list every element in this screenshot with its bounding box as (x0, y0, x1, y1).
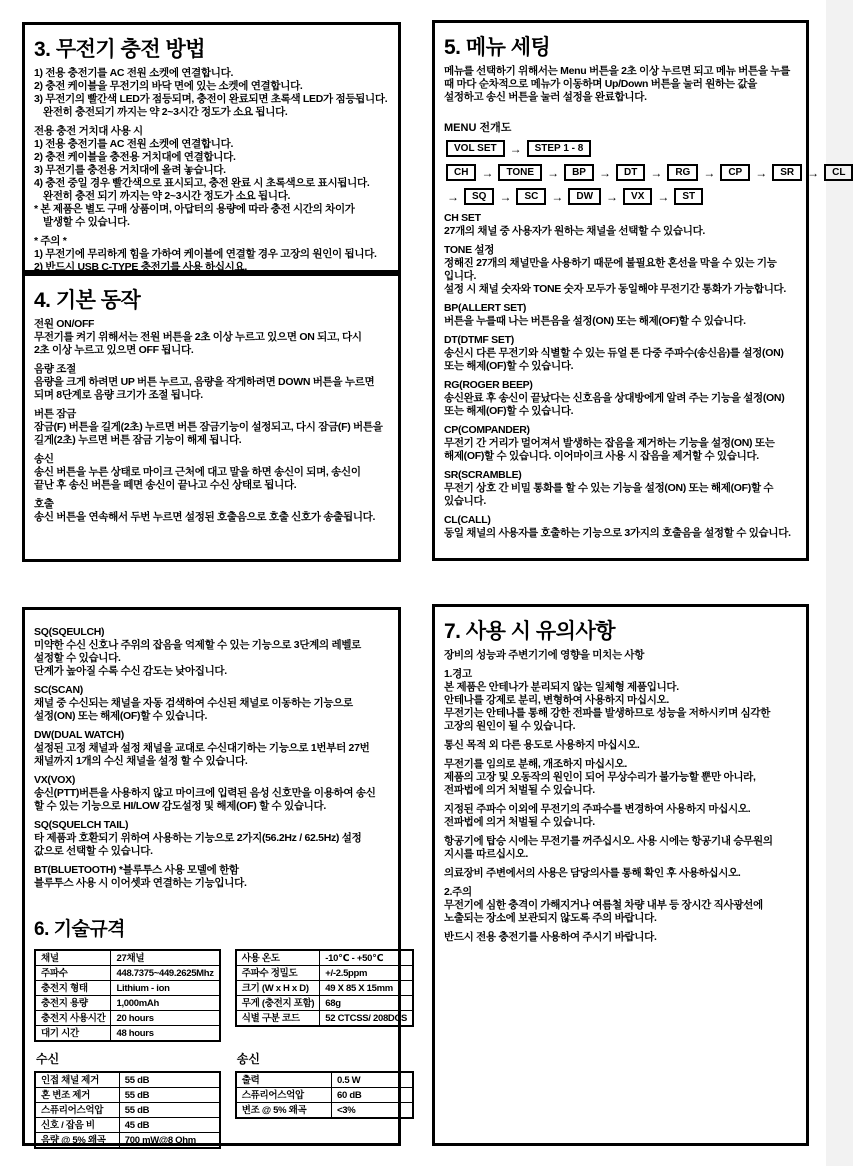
tx-table-label: 송신 (236, 1052, 260, 1066)
text-line: 2) 충전 케이블을 충전용 거치대에 연결합니다. (34, 151, 236, 163)
cell-value: 448.7375~449.2625Mhz (111, 966, 220, 981)
text-line: 전원 ON/OFF (34, 318, 95, 330)
text-line: VX(VOX) (34, 774, 76, 786)
section-title-specs: 6. 기술규격 (34, 919, 126, 940)
cell-value: 700 mW@8 Ohm (119, 1133, 219, 1149)
table-row (35, 1103, 220, 1118)
text-line: 송신완료 후 송신이 끝났다는 신호음을 상대방에게 알려 주는 기능을 설정(ON) (444, 392, 785, 404)
table-row (35, 1011, 220, 1026)
table-row (35, 966, 220, 981)
cell-key: 충전지 용량 (35, 996, 111, 1011)
cell-key: 식별 구분 코드 (236, 1011, 320, 1027)
table-row (35, 996, 220, 1011)
text-line: 노출되는 장소에 보관되지 않도록 주의 바랍니다. (444, 912, 657, 924)
cell-value: 68g (320, 996, 413, 1011)
text-line: 송신(PTT)버튼을 사용하지 않고 마이크에 입력된 음성 신호만을 이용하여 송신 (34, 787, 376, 799)
menu-flow-row-1 (444, 140, 797, 157)
cell-key: 주파수 정밀도 (236, 966, 320, 981)
cell-value: 27채널 (111, 950, 220, 966)
text-line: 설정 시 채널 숫자와 TONE 숫자 모두가 동일해야 무전기간 통화가 가능합니다. (444, 283, 787, 295)
section-title-charging: 3. 무전기 충전 방법 (34, 38, 206, 61)
text-line: 송신시 다른 무전기와 식별할 수 있는 듀얼 톤 다중 주파수(송신음)를 설정(ON) (444, 347, 784, 359)
text-line: TONE 설정 (444, 244, 495, 256)
text-line: 잠금(F) 버튼을 길게(2초) 누르면 버튼 잠금기능이 설정되고, 다시 잠금(F) 버튼을 (34, 421, 383, 433)
table-row (236, 966, 413, 981)
cell-value: 0.5 W (332, 1072, 414, 1088)
cell-key: 스퓨리어스억압 (35, 1103, 119, 1118)
text-line: 3) 무전기를 충전용 거치대에 올려 놓습니다. (34, 164, 226, 176)
table-row (35, 1026, 220, 1042)
panel-4-basic-operation (22, 273, 401, 562)
cell-value: 55 dB (119, 1072, 219, 1088)
cell-key: 출력 (236, 1072, 332, 1088)
text-line: 있습니다. (444, 495, 486, 507)
cell-value: 20 hours (111, 1011, 220, 1026)
text-line: 안테나를 강제로 분리, 변형하여 사용하지 마십시오. (444, 694, 670, 706)
table-row (35, 1072, 220, 1088)
text-line: 2초 이상 누르고 있으면 OFF 됩니다. (34, 344, 194, 356)
text-line: SR(SCRAMBLE) (444, 469, 522, 481)
text-line: 1.경고 (444, 668, 472, 680)
menu-flow-box: DW (568, 188, 601, 205)
menu-flow-box: CH (446, 164, 476, 181)
table-row (236, 1103, 413, 1119)
menu-flow-box: CL (824, 164, 853, 181)
text-line: 또는 해제(OF)할 수 있습니다. (444, 405, 574, 417)
text-line: 설정할 수 있습니다. (34, 652, 121, 664)
arrow-icon: → (657, 189, 670, 204)
text-line: CP(COMPANDER) (444, 424, 530, 436)
text-line: 음량을 크게 하려면 UP 버튼 누르고, 음량을 작게하려면 DOWN 버튼을 누르면 (34, 376, 375, 388)
cell-key: 신호 / 잡음 비 (35, 1118, 119, 1133)
text-line: 본 제품은 안테나가 분리되지 않는 일체형 제품입니다. (444, 681, 679, 693)
text-line: 무전기 상호 간 비밀 통화를 할 수 있는 기능을 설정(ON) 또는 해제(OF)할 수 (444, 482, 774, 494)
spec-column-right (235, 949, 414, 1119)
text-line: 해제(OF)할 수 있습니다. 이어마이크 사용 시 잡음을 제거할 수 있습니다. (444, 450, 759, 462)
cell-key: 혼 변조 제거 (35, 1088, 119, 1103)
text-line: 의료장비 주변에서의 사용은 담당의사를 통해 확인 후 사용하십시오. (444, 867, 741, 879)
table-row (236, 950, 413, 966)
text-line: 음량 조절 (34, 363, 76, 375)
menu-flow-box: DT (616, 164, 645, 181)
menu-features-text-block (444, 212, 797, 540)
table-row (236, 981, 413, 996)
cell-key: 대기 시간 (35, 1026, 111, 1042)
table-row (35, 1088, 220, 1103)
panel-5-menu-setting (432, 20, 846, 561)
text-line: 호출 (34, 498, 54, 510)
text-line: 블루투스 사용 시 이어셋과 연결하는 기능입니다. (34, 877, 247, 889)
text-line: 동일 채널의 사용자를 호출하는 기능으로 3가지의 호출음을 설정할 수 있습니다. (444, 527, 791, 539)
spec-column-left (34, 949, 221, 1149)
menu-flow-box: SR (772, 164, 802, 181)
cell-value: -10℃ - +50℃ (320, 950, 413, 966)
menu-flow-box: SQ (464, 188, 494, 205)
text-line: 발생할 수 있습니다. (43, 216, 130, 228)
text-line: 되며 8단계로 음량 크기가 조절 됩니다. (34, 389, 203, 401)
section-title-basic-operation: 4. 기본 동작 (34, 289, 141, 312)
text-line: 타 제품과 호환되기 위하여 사용하는 기능으로 2가지(56.2Hz / 62.5Hz) 설정 (34, 832, 362, 844)
text-line: 3) 무전기의 빨간색 LED가 점등되며, 충전이 완료되면 초록색 LED가 점등됩니다. (34, 93, 388, 105)
text-line: 또는 해제(OF)할 수 있습니다. (444, 360, 574, 372)
text-line: * 주의 * (34, 235, 67, 247)
text-line: 1) 전용 충전기를 AC 전원 소켓에 연결합니다. (34, 67, 234, 79)
text-line: 송신 버튼을 누른 상태로 마이크 근처에 대고 말을 하면 송신이 되며, 송신이 (34, 466, 361, 478)
cell-key: 충전지 형태 (35, 981, 111, 996)
rx-table-label: 수신 (36, 1052, 60, 1066)
arrow-icon: → (547, 165, 560, 180)
spec-table-general-left (34, 949, 221, 1042)
precautions-text-block (444, 649, 797, 944)
text-line: 통신 목적 외 다른 용도로 사용하지 마십시오. (444, 739, 640, 751)
text-line: 지시를 따르십시오. (444, 848, 528, 860)
table-row (236, 1072, 413, 1088)
basic-operation-text-block (34, 318, 389, 524)
text-line: 4) 충전 중일 경우 빨간색으로 표시되고, 충전 완료 시 초록색으로 표시됩니다. (34, 177, 370, 189)
table-row (236, 1088, 413, 1103)
text-line: DT(DTMF SET) (444, 334, 514, 346)
cell-value: 1,000mAh (111, 996, 220, 1011)
table-row (236, 996, 413, 1011)
text-line: 채널까지 1개의 수신 채널을 설정 할 수 있습니다. (34, 755, 248, 767)
text-line: CH SET (444, 212, 481, 224)
text-line: 2) 반드시 USB C-TYPE 충전기를 사용 하십시요. (34, 261, 247, 273)
text-line: * 본 제품은 별도 구매 상품이며, 아답터의 용량에 따라 충전 시간의 차이가 (34, 203, 355, 215)
arrow-icon: → (551, 189, 564, 204)
text-line: 미약한 수신 신호나 주위의 잡음을 억제할 수 있는 기능으로 3단계의 레벨로 (34, 639, 362, 651)
panel-6-functions-and-specs (22, 607, 408, 1146)
text-line: SQ(SQUELCH TAIL) (34, 819, 129, 831)
text-line: 27개의 채널 중 사용자가 원하는 채널을 선택할 수 있습니다. (444, 225, 706, 237)
text-line: 제품의 고장 및 오동작의 원인이 되어 무상수리가 불가능할 뿐만 아니라, (444, 771, 756, 783)
menu-flow-box: RG (667, 164, 698, 181)
arrow-icon: → (447, 189, 459, 204)
text-line: 단계가 높아질 수록 수신 감도는 낮아집니다. (34, 665, 227, 677)
cell-value: <3% (332, 1103, 414, 1119)
text-line: DW(DUAL WATCH) (34, 729, 124, 741)
charging-text-block (34, 67, 389, 274)
cell-key: 충전지 사용시간 (35, 1011, 111, 1026)
menu-flow-box: SC (516, 188, 546, 205)
menu-flow-box: VX (623, 188, 652, 205)
menu-flow-box: ST (674, 188, 703, 205)
menu-flow-box: STEP 1 - 8 (527, 140, 592, 157)
cell-value: 52 CTCSS/ 208DCS (320, 1011, 413, 1027)
arrow-icon: → (755, 165, 768, 180)
text-line: 무전기에 심한 충격이 가해지거나 여름철 차량 내부 등 장시간 직사광선에 (444, 899, 763, 911)
cell-value: 49 X 85 X 15mm (320, 981, 413, 996)
table-row (236, 1011, 413, 1027)
menu-flow-box: CP (720, 164, 750, 181)
table-row (35, 1133, 220, 1149)
arrow-icon: → (650, 165, 663, 180)
text-line: 채널 중 수신되는 채널을 자동 검색하여 수신된 채널로 이동하는 기능으로 (34, 697, 353, 709)
cell-key: 사용 온도 (236, 950, 320, 966)
text-line: 메뉴를 선택하기 위해서는 Menu 버튼을 2초 이상 누르면 되고 메뉴 버튼을 누를 (444, 65, 790, 77)
text-line (444, 110, 797, 116)
text-line: 전용 충전 거치대 사용 시 (34, 125, 143, 137)
text-line: 항공기에 탑승 시에는 무전기를 꺼주십시오. 사용 시에는 항공기내 승무원의 (444, 835, 773, 847)
text-line: 장비의 성능과 주변기기에 영향을 미치는 사항 (444, 649, 645, 661)
text-line: 입니다. (444, 270, 477, 282)
text-line: SQ(SQEULCH) (34, 626, 105, 638)
text-line: 완전히 충전 되기 까지는 약 2~3시간 정도가 소요 됩니다. (43, 190, 291, 202)
text-line: RG(ROGER BEEP) (444, 379, 533, 391)
text-line: 설정된 고정 채널과 설정 채널을 교대로 수신대기하는 기능으로 1번부터 27번 (34, 742, 370, 754)
spec-tables (34, 949, 408, 1149)
arrow-icon: → (598, 165, 611, 180)
text-line: SC(SCAN) (34, 684, 83, 696)
text-line: 반드시 전용 충전기를 사용하여 주시기 바랍니다. (444, 931, 657, 943)
text-line: 1) 무전기에 무리하게 힘을 가하여 케이블에 연결할 경우 고장의 원인이 됩니다. (34, 248, 377, 260)
text-line: 설정(ON) 또는 해제(OF)할 수 있습니다. (34, 710, 208, 722)
arrow-icon: → (703, 165, 716, 180)
text-line: CL(CALL) (444, 514, 491, 526)
cell-key: 스퓨리어스억압 (236, 1088, 332, 1103)
text-line: 송신 버튼을 연속해서 두번 누르면 설정된 호출음으로 호출 신호가 송출됩니다. (34, 511, 376, 523)
table-row (35, 981, 220, 996)
panel-3-charging (22, 22, 401, 273)
text-line: 2) 충전 케이블을 무전기의 바닥 면에 있는 소켓에 연결합니다. (34, 80, 303, 92)
text-line: 때 마다 순차적으로 메뉴가 이동하며 Up/Down 버튼을 눌러 원하는 값을 (444, 78, 758, 90)
text-line: 전파법에 의거 처벌될 수 있습니다. (444, 816, 595, 828)
text-line: BP(ALLERT SET) (444, 302, 527, 314)
menu-diagram-label: MENU 전개도 (444, 122, 512, 134)
cell-key: 음량 @ 5% 왜곡 (35, 1133, 119, 1149)
table-row (35, 1118, 220, 1133)
cell-value: 48 hours (111, 1026, 220, 1042)
cell-key: 무게 (충전지 포함) (236, 996, 320, 1011)
text-line: 전파법에 의거 처벌될 수 있습니다. (444, 784, 595, 796)
cell-value: 55 dB (119, 1103, 219, 1118)
cell-key: 채널 (35, 950, 111, 966)
arrow-icon: → (499, 189, 512, 204)
menu-flow-row-3 (444, 188, 797, 205)
section-title-precautions: 7. 사용 시 유의사항 (444, 620, 616, 643)
panel-7-precautions (432, 604, 809, 1146)
arrow-icon: → (509, 141, 522, 156)
spec-table-rx (34, 1071, 221, 1149)
text-line: 완전히 충전되기 까지는 약 2~3시간 정도가 소요 됩니다. (43, 106, 288, 118)
text-line: 설정하고 송신 버튼을 눌러 설정을 완료합니다. (444, 91, 647, 103)
text-line: 무전기를 임의로 분해, 개조하지 마십시오. (444, 758, 628, 770)
text-line: 끝난 후 송신 버튼을 떼면 송신이 끝나고 수신 상태로 됩니다. (34, 479, 297, 491)
text-line: 정해진 27개의 채널만을 사용하기 때문에 불필요한 혼선을 막을 수 있는 기능 (444, 257, 777, 269)
text-line: 1) 전용 충전기를 AC 전원 소켓에 연결합니다. (34, 138, 234, 150)
text-line: 할 수 있는 기능으로 HI/LOW 감도설정 및 해제(OF) 할 수 있습니다. (34, 800, 326, 812)
text-line: 값으로 선택할 수 있습니다. (34, 845, 153, 857)
menu-flow-box: TONE (498, 164, 542, 181)
functions-text-block (34, 626, 389, 890)
cell-value: +/-2.5ppm (320, 966, 413, 981)
menu-flow-box: VOL SET (446, 140, 505, 157)
arrow-icon: → (481, 165, 494, 180)
menu-flow-row-2 (444, 164, 846, 181)
spec-table-general-right (235, 949, 414, 1027)
text-line: 지정된 주파수 이외에 무전기의 주파수를 변경하여 사용하지 마십시오. (444, 803, 751, 815)
spec-table-tx (235, 1071, 414, 1119)
text-line: 무전기는 안테나를 통해 강한 전파를 발생하므로 성능을 저하시키며 심각한 (444, 707, 771, 719)
cell-value: Lithium - ion (111, 981, 220, 996)
menu-flow-box: BP (564, 164, 594, 181)
arrow-icon: → (606, 189, 619, 204)
cell-value: 60 dB (332, 1088, 414, 1103)
text-line: 송신 (34, 453, 54, 465)
cell-key: 크기 (W x H x D) (236, 981, 320, 996)
cell-value: 55 dB (119, 1088, 219, 1103)
arrow-icon: → (807, 165, 820, 180)
text-line: BT(BLUETOOTH) *블루투스 사용 모델에 한함 (34, 864, 239, 876)
text-line: 고장의 원인이 될 수 있습니다. (444, 720, 576, 732)
menu-intro-text-block (444, 65, 797, 116)
text-line: 무전기 간 거리가 멀어져서 발생하는 잡음을 제거하는 기능을 설정(ON) 또는 (444, 437, 775, 449)
text-line: 2.주의 (444, 886, 472, 898)
section-title-menu-setting: 5. 메뉴 세팅 (444, 36, 551, 59)
cell-key: 주파수 (35, 966, 111, 981)
cell-value: 45 dB (119, 1118, 219, 1133)
cell-key: 변조 @ 5% 왜곡 (236, 1103, 332, 1119)
text-line: 버튼 잠금 (34, 408, 76, 420)
text-line: 무전기를 켜기 위해서는 전원 버튼을 2초 이상 누르고 있으면 ON 되고, 다시 (34, 331, 362, 343)
text-line: 버튼을 누를때 나는 버튼음을 설정(ON) 또는 해제(OF)할 수 있습니다. (444, 315, 746, 327)
text-line: 길게(2초) 누르면 버튼 잠금 기능이 해제 됩니다. (34, 434, 242, 446)
table-row (35, 950, 220, 966)
cell-key: 인접 채널 제거 (35, 1072, 119, 1088)
